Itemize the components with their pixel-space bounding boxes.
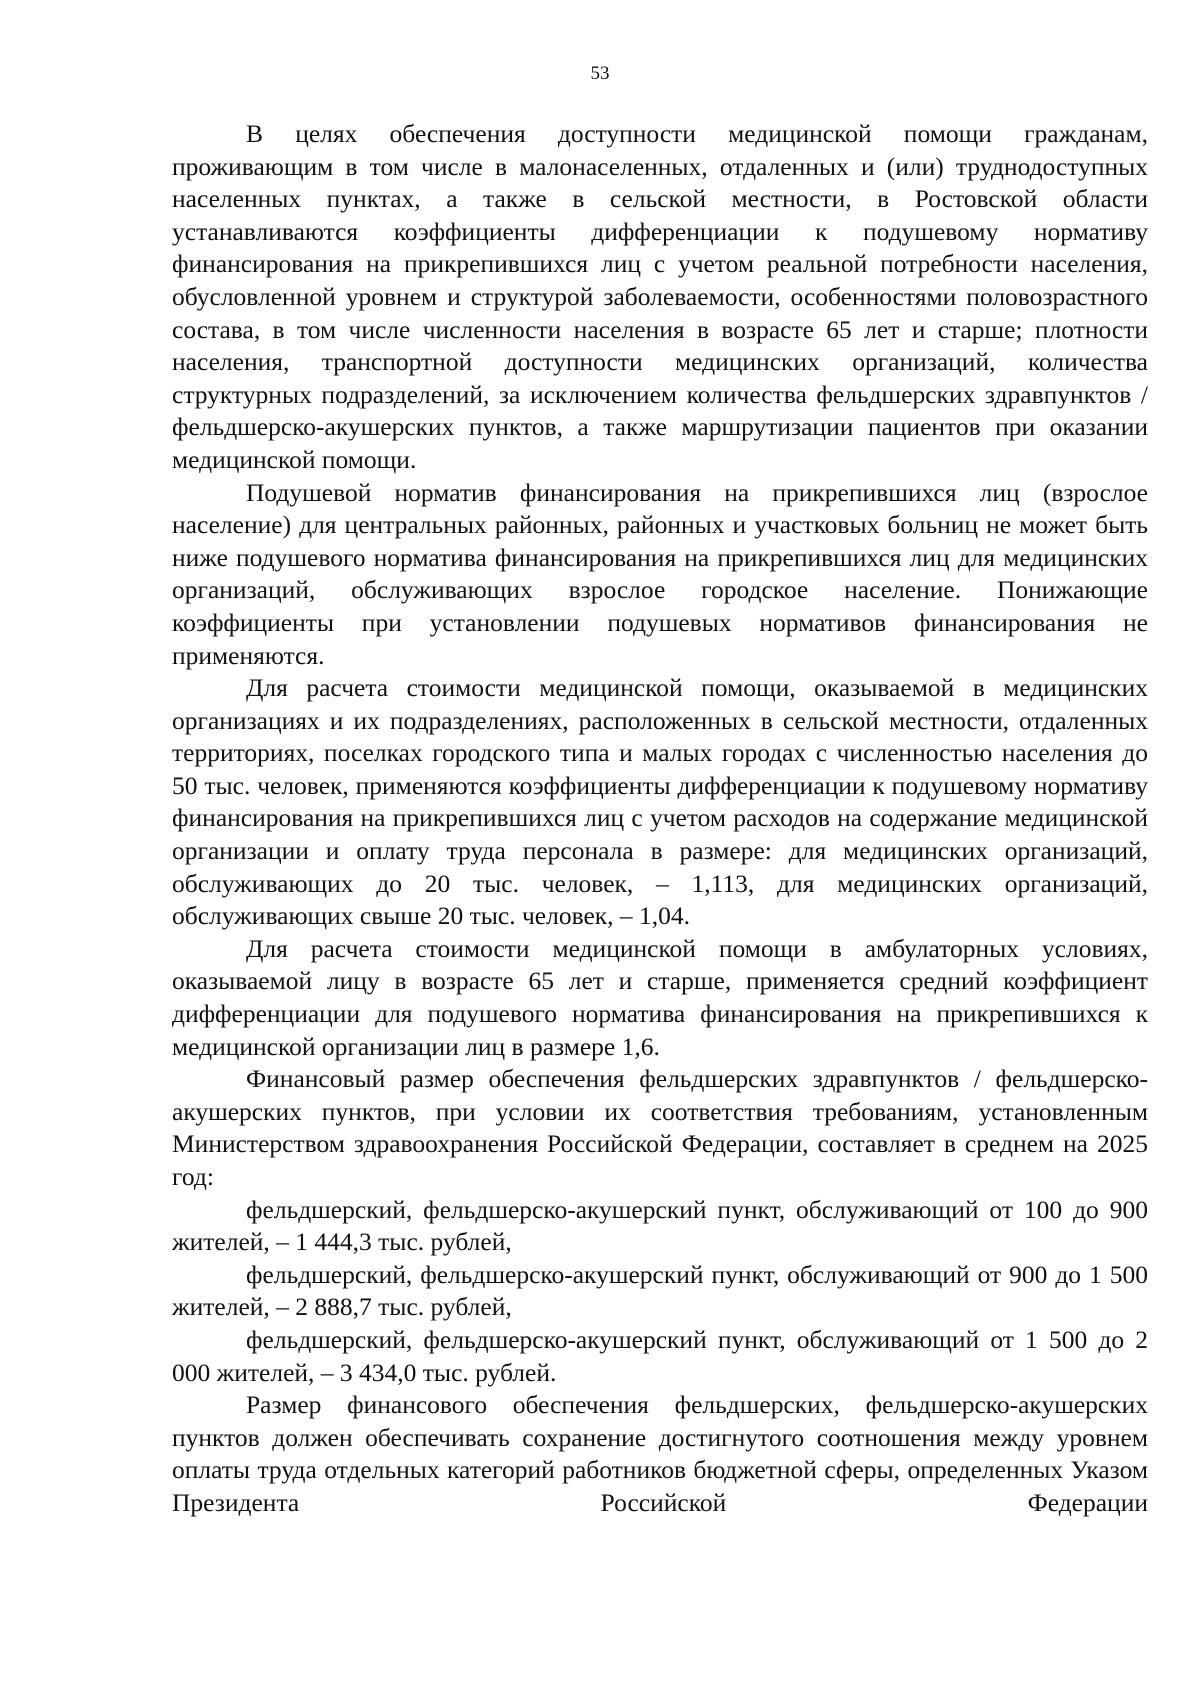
paragraph-financial-size: Финансовый размер обеспечения фельдшерских здравпунктов / фельдшерско-акушерских пунктов, при условии их соответствия требованиям, установленным Министерством здравоохранения Российской Федерации, составляет в среднем на 2025 год: — [172, 1064, 1148, 1191]
paragraph-fap-100-900: фельдшерский, фельдшерско-акушерский пункт, обслуживающий от 100 до 900 жителей, – 1 444,3 тыс. рублей, — [172, 1194, 1148, 1257]
document-body — [172, 118, 1148, 1520]
paragraph-elderly-coefficient: Для расчета стоимости медицинской помощи в амбулаторных условиях, оказываемой лицу в возрасте 65 лет и старше, применяется средний коэффициент дифференциации для подушевого норматива финансирования на прикрепившихся к медицинской организации лиц в размере 1,6. — [172, 933, 1148, 1061]
paragraph-fap-1500-2000: фельдшерский, фельдшерско-акушерский пункт, обслуживающий от 1 500 до 2 000 жителей, – 3 434,0 тыс. рублей. — [172, 1324, 1148, 1387]
paragraph-rural-coefficients: Для расчета стоимости медицинской помощи, оказываемой в медицинских организациях и их подразделениях, расположенных в сельской местности, отдаленных территориях, поселках городского типа и малых городах с численностью населения до 50 тыс. человек, применяются коэффициенты дифференциации к подушевому нормативу финансирования на прикрепившихся лиц с учетом расходов на содержание медицинской организации и оплату труда персонала в размере: для медицинских организаций, обслуживающих до 20 тыс. человек, – 1,113, для медицинских организаций, обслуживающих свыше 20 тыс. человек, – 1,04. — [172, 673, 1148, 931]
paragraph-accessibility-coefficients: В целях обеспечения доступности медицинской помощи гражданам, проживающим в том числе в малонаселенных, отдаленных и (или) труднодоступных населенных пунктах, а также в сельской местности, в Ростовской области устанавливаются коэффициенты дифференциации к подушевому нормативу финансирования на прикрепившихся лиц с учетом реальной потребности населения, обусловленной уровнем и структурой заболеваемости, особенностями половозрастного состава, в том числе численности населения в возрасте 65 лет и старше; плотности населения, транспортной доступности медицинских организаций, количества структурных подразделений, за исключением количества фельдшерских здравпунктов / фельдшерско-акушерских пунктов, а также маршрутизации пациентов при оказании медицинской помощи. — [172, 119, 1148, 474]
paragraph-salary-ratio: Размер финансового обеспечения фельдшерских, фельдшерско-акушерских пунктов должен обеспечивать сохранение достигнутого соотношения между уровнем оплаты труда отдельных категорий работников бюджетной сферы, определенных Указом Президента Российской Федерации — [172, 1390, 1148, 1517]
paragraph-per-capita-standard: Подушевой норматив финансирования на прикрепившихся лиц (взрослое население) для центральных районных, районных и участковых больниц не может быть ниже подушевого норматива финансирования на прикрепившихся лиц для медицинских организаций, обслуживающих взрослое городское население. Понижающие коэффициенты при установлении подушевых нормативов финансирования не применяются. — [172, 477, 1148, 670]
paragraph-fap-900-1500: фельдшерский, фельдшерско-акушерский пункт, обслуживающий от 900 до 1 500 жителей, – 2 888,7 тыс. рублей, — [172, 1259, 1148, 1322]
page-number: 53 — [590, 63, 610, 84]
